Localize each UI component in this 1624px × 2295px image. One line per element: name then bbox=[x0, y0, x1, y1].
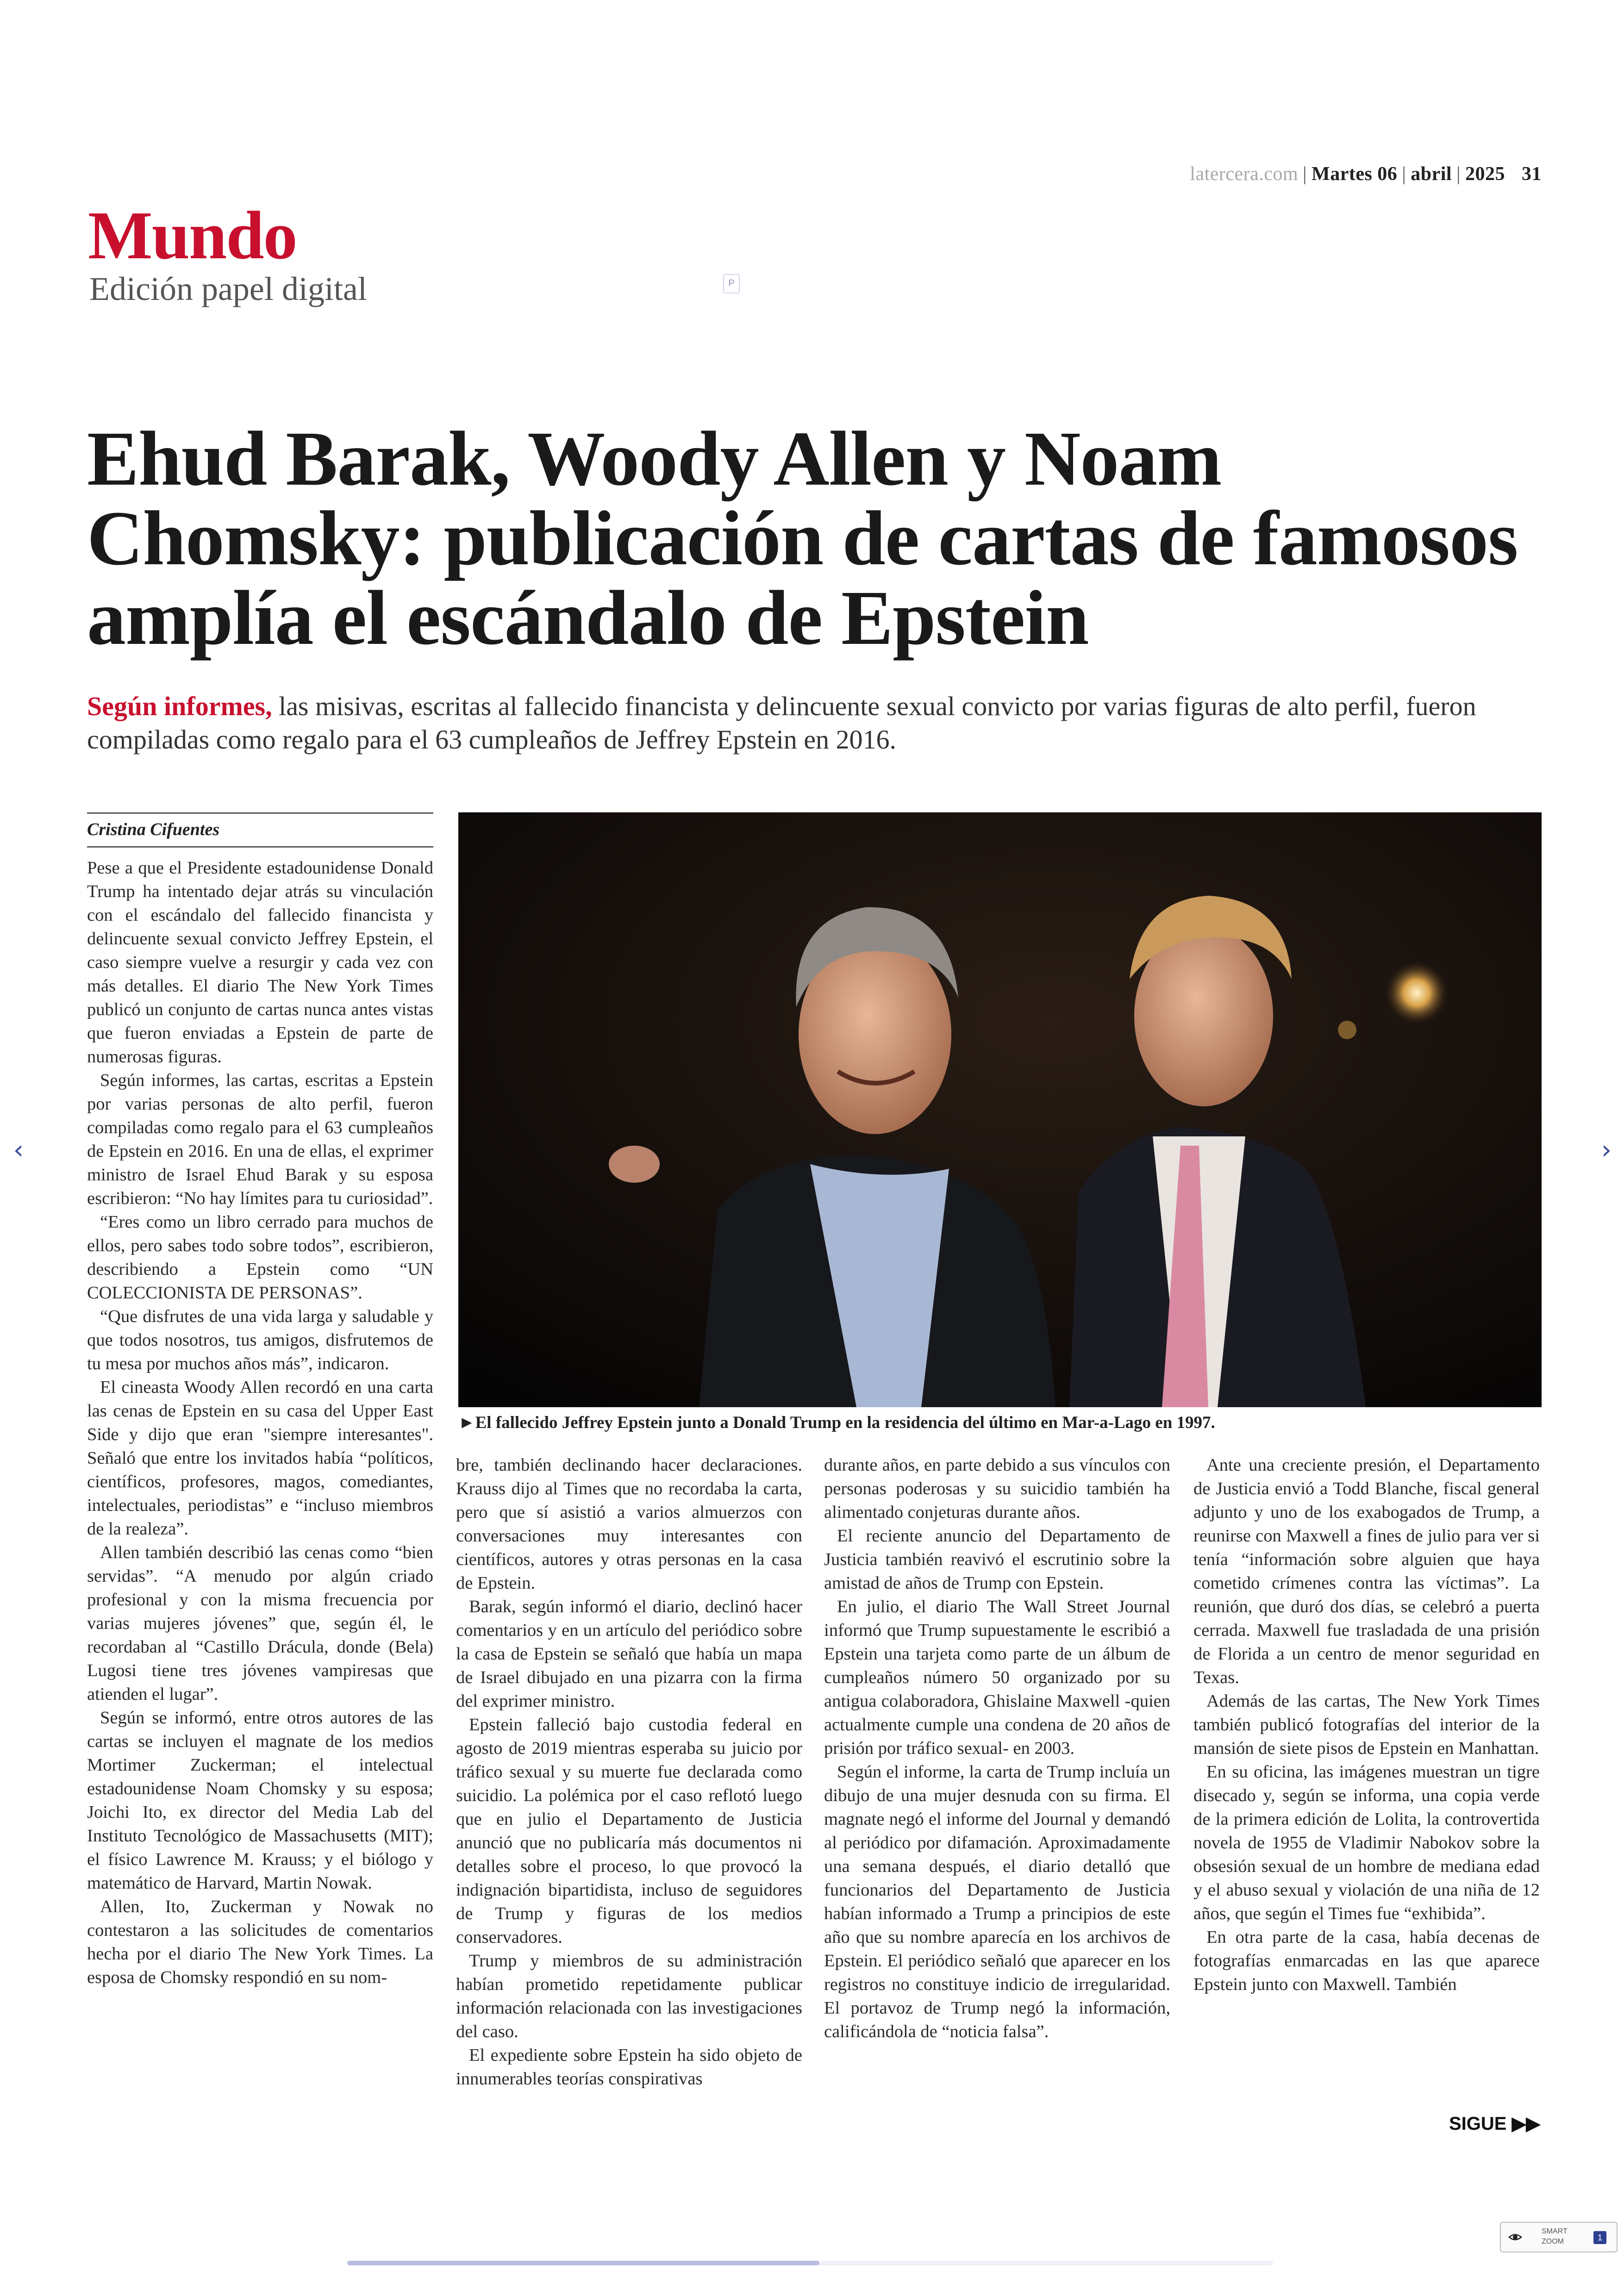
header-month: abril bbox=[1411, 163, 1452, 185]
paragraph: El expediente sobre Epstein ha sido objeto de innumerables teorías conspirativas bbox=[456, 2046, 802, 2089]
paragraph: Según se informó, entre otros autores de las cartas se incluyen el magnate de los medios Mortimer Zuckerman; el intelectual estadounidense Noam Chomsky y su esposa; Joichi Ito, ex director del Media Lab del Instituto Tecnológico de Massachusetts (MIT); el físico Lawrence M. Krauss; y el biólogo y matemático de Harvard, Martin Nowak. bbox=[87, 1708, 433, 1893]
paragraph: “Eres como un libro cerrado para muchos de ellos, pero sabes todo sobre todos”, escribieron, describiendo a Epstein como “UN COLECCIONISTA DE PERSONAS”. bbox=[87, 1212, 433, 1303]
article-column-3 bbox=[824, 1453, 1170, 2044]
zoom-level-badge: 1 bbox=[1593, 2231, 1606, 2244]
section-title: Mundo bbox=[88, 198, 297, 274]
smart-zoom-label-line-2: ZOOM bbox=[1542, 2238, 1564, 2245]
page-marker-icon[interactable]: P bbox=[723, 274, 740, 293]
paragraph: Ante una creciente presión, el Departamento de Justicia envió a Todd Blanche, fiscal general adjunto y uno de los exabogados de Trump, a reunirse con Maxwell a fines de julio para ver si tenía “información sobre alguien que haya cometido crímenes contra las víctimas”. La reunión, que duró dos días, se celebró a puerta cerrada. Maxwell fue trasladada de una prisión de Florida a un centro de menor seguridad en Texas. bbox=[1193, 1455, 1540, 1687]
chevron-left-icon[interactable]: ‹ bbox=[13, 1135, 24, 1165]
paragraph: Epstein falleció bajo custodia federal en agosto de 2019 mientras esperaba su juicio por tráfico sexual y su muerte fue declarada como suicidio. La polémica por el caso reflotó luego que en julio el Departamento de Justicia anunció que no publicaría más documentos ni detalles sobre el proceso, lo que provocó la indignación bipartidista, incluso de seguidores de Trump y figuras de los medios conservadores. bbox=[456, 1715, 802, 1947]
paragraph: “Que disfrutes de una vida larga y saludable y que todos nosotros, tus amigos, disfrutemos de tu mesa por muchos años más”, indicaron. bbox=[87, 1307, 433, 1373]
paragraph: Según el informe, la carta de Trump incluía un dibujo de una mujer desnuda con su firma. El magnate negó el informe del Journal y demandó al periódico por difamación. Aproximadamente una semana después, el diario detalló que funcionarios del Departamento de Justicia habían informado a Trump a principios de este año que su nombre aparecía en los archivos de Epstein. El periódico señaló que aparecer en los registros no constituye indicio de irregularidad. El portavoz de Trump negó la información, calificándola de “noticia falsa”. bbox=[824, 1762, 1170, 2041]
paragraph: Trump y miembros de su administración habían prometido repetidamente publicar información relacionada con las investigaciones del caso. bbox=[456, 1951, 802, 2041]
article-column-4 bbox=[1193, 1453, 1540, 1996]
page-number: 31 bbox=[1522, 163, 1542, 185]
article-column-2 bbox=[456, 1453, 802, 2091]
paragraph: El cineasta Woody Allen recordó en una carta las cenas de Epstein en su casa del Upper East Side y dijo que eran "siempre interesantes". Señaló que entre los invitados había “políticos, científicos, profesores, magos, comediantes, intelectuales, periodistas” e “incluso miembros de la realeza”. bbox=[87, 1378, 433, 1539]
photo-caption: ►El fallecido Jeffrey Epstein junto a Donald Trump en la residencia del último en Mar-a-Lago en 1997. bbox=[458, 1413, 1215, 1432]
site-name: latercera.com bbox=[1190, 163, 1299, 185]
article-deck bbox=[87, 690, 1522, 756]
continue-label: SIGUE ▶▶ bbox=[1449, 2114, 1541, 2134]
deck-text: las misivas, escritas al fallecido financista y delincuente sexual convicto por varias figuras de alto perfil, fueron compiladas como regalo para el 63 cumpleaños de Jeffrey Epstein en 2016. bbox=[87, 691, 1476, 755]
paragraph: Allen también describió las cenas como “bien servidas”. “A menudo por algún criado profesional y con la misma frecuencia por varias mujeres jóvenes” que, según él, le recordaban al “Castillo Drácula, donde (Bela) Lugosi tiene tres jóvenes vampiresas que atienden el lugar”. bbox=[87, 1543, 433, 1704]
eye-icon bbox=[1508, 2230, 1522, 2244]
header-year: 2025 bbox=[1465, 163, 1505, 185]
smart-zoom-label-line-1: SMART bbox=[1542, 2227, 1568, 2235]
paragraph: Pese a que el Presidente estadounidense Donald Trump ha intentado dejar atrás su vinculación con el escándalo del fallecido financista y delincuente sexual convicto Jeffrey Epstein, el caso siempre vuelve a resurgir y cada vez con más detalles. El diario The New York Times publicó un conjunto de cartas nunca antes vistas que fueron enviadas a Epstein de parte de numerosas figuras. bbox=[87, 858, 433, 1066]
page-header-info: latercera.com | Martes 06 | abril | 2025 31 bbox=[1190, 163, 1542, 185]
paragraph: Barak, según informó el diario, declinó hacer comentarios y en un artículo del periódico sobre la casa de Epstein se señaló que había un mapa de Israel dibujado en una pizarra con la firma del exprimer ministro. bbox=[456, 1597, 802, 1711]
photo-epstein-trump bbox=[458, 812, 1542, 1407]
paragraph: En otra parte de la casa, había decenas de fotografías enmarcadas en las que aparece Epstein junto con Maxwell. También bbox=[1193, 1927, 1540, 1994]
paragraph: durante años, en parte debido a sus vínculos con personas poderosas y su suicidio también ha alimentado conjeturas durante años. bbox=[824, 1455, 1170, 1522]
article-photo[interactable] bbox=[458, 812, 1542, 1407]
paragraph: bre, también declinando hacer declaraciones. Krauss dijo al Times que no recordaba la carta, pero que sí asistió a varios almuerzos con conversaciones muy interesantes con científicos, autores y otras personas en la casa de Epstein. bbox=[456, 1455, 802, 1593]
smart-zoom-button[interactable] bbox=[1500, 2222, 1618, 2252]
page-scrollbar[interactable] bbox=[347, 2261, 1273, 2265]
article-column-1 bbox=[87, 856, 433, 1989]
chevron-right-icon[interactable]: › bbox=[1601, 1135, 1612, 1165]
deck-lead-in: Según informes, bbox=[87, 691, 272, 721]
smart-zoom-label bbox=[1542, 2226, 1579, 2247]
edition-label: Edición papel digital bbox=[89, 270, 367, 307]
paragraph: El reciente anuncio del Departamento de Justicia también reavivó el escrutinio sobre la amistad de años de Trump con Epstein. bbox=[824, 1526, 1170, 1593]
paragraph: Allen, Ito, Zuckerman y Nowak no contestaron a las solicitudes de comentarios hecha por el diario The New York Times. La esposa de Chomsky respondió en su nom- bbox=[87, 1897, 433, 1987]
article-headline: Ehud Barak, Woody Allen y Noam Chomsky: publicación de cartas de famosos amplía el escándalo de Epstein bbox=[87, 416, 1518, 661]
paragraph: Según informes, las cartas, escritas a Epstein por varias personas de alto perfil, fueron compiladas como regalo para el 63 cumpleaños de Epstein en 2016. En una de ellas, el exprimer ministro de Israel Ehud Barak y su esposa escribieron: “No hay límites para tu curiosidad”. bbox=[87, 1071, 433, 1208]
scrollbar-thumb[interactable] bbox=[347, 2261, 819, 2265]
header-day: Martes 06 bbox=[1312, 163, 1398, 185]
paragraph: Además de las cartas, The New York Times también publicó fotografías del interior de la mansión de siete pisos de Epstein en Manhattan. bbox=[1193, 1691, 1540, 1758]
paragraph: En su oficina, las imágenes muestran un tigre disecado y, según se informa, una copia verde de la primera edición de Lolita, la controvertida novela de 1955 de Vladimir Nabokov sobre la obsesión sexual de un hombre de mediana edad y el abuso sexual y violación de una niña de 12 años, que según el Times fue “exhibida”. bbox=[1193, 1762, 1540, 1923]
paragraph: En julio, el diario The Wall Street Journal informó que Trump supuestamente le escribió a Epstein una tarjeta como parte de un álbum de cumpleaños número 50 organizado por su antigua colaboradora, Ghislaine Maxwell -quien actualmente cumple una condena de 20 años de prisión por tráfico sexual- en 2003. bbox=[824, 1597, 1170, 1758]
byline: Cristina Cifuentes bbox=[87, 812, 433, 848]
